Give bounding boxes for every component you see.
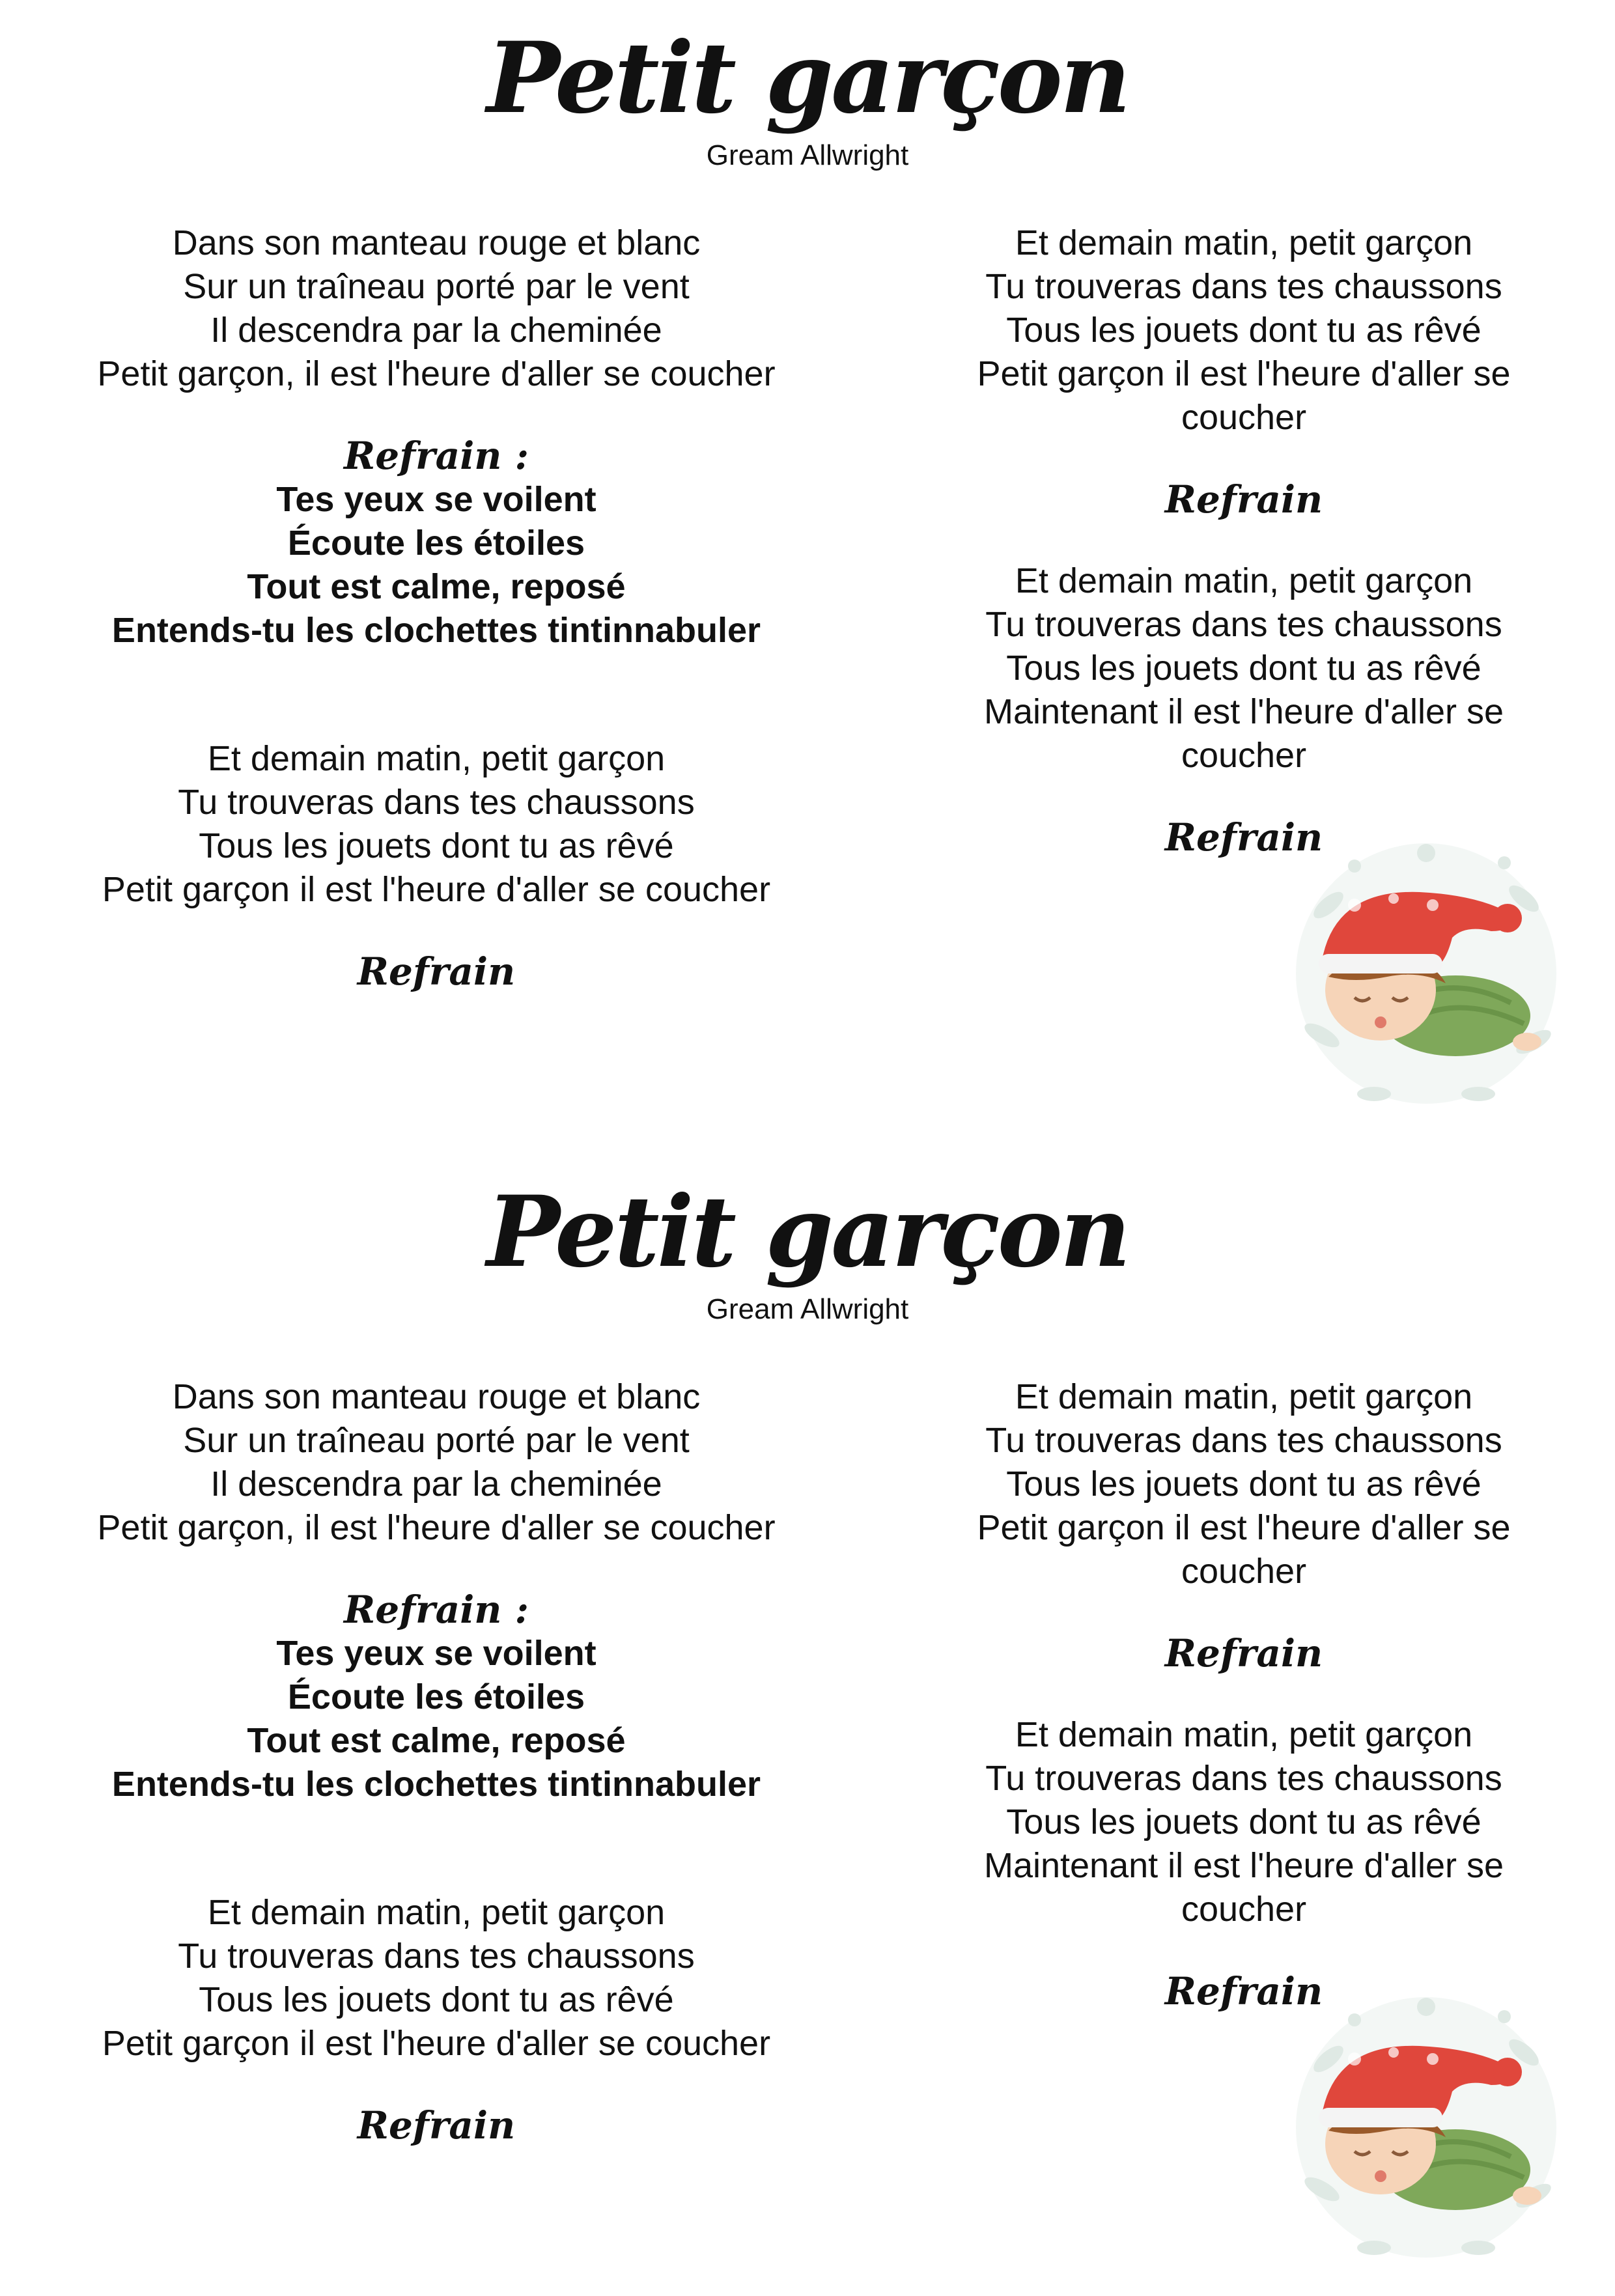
refrain-heading: Refrain : (344, 1588, 529, 1632)
verse-line: Et demain matin, petit garçon (1015, 1377, 1473, 1416)
verse-line: Et demain matin, petit garçon (1015, 223, 1473, 262)
refrain-line: Tout est calme, reposé (247, 1721, 626, 1760)
verse-line: Tous les jouets dont tu as rêvé (1006, 649, 1482, 688)
refrain-line: Entends-tu les clochettes tintinnabuler (111, 1765, 761, 1804)
refrain-line: Entends-tu les clochettes tintinnabuler (111, 611, 761, 650)
refrain-marker: Refrain (1164, 1969, 1323, 2013)
refrain-line: Écoute les étoiles (287, 1677, 585, 1716)
refrain-marker: Refrain (357, 2103, 516, 2148)
verse-3 (938, 221, 1550, 440)
refrain (72, 478, 801, 652)
verse-1 (72, 221, 801, 396)
right-column (938, 221, 1550, 860)
left-column (72, 1375, 801, 2148)
verse-2 (72, 1891, 801, 2065)
verse-line: Et demain matin, petit garçon (1015, 561, 1473, 600)
verse-line: Il descendra par la cheminée (210, 311, 662, 350)
verse-4 (938, 559, 1550, 777)
verse-line: Tous les jouets dont tu as rêvé (199, 826, 674, 865)
verse-line: Et demain matin, petit garçon (207, 1893, 666, 1932)
verse-2 (72, 737, 801, 912)
verse-line: Petit garçon il est l'heure d'aller se (977, 354, 1511, 393)
verse-line: coucher (1181, 736, 1307, 775)
verse-line: coucher (1181, 398, 1307, 437)
verse-line: Petit garçon, il est l'heure d'aller se coucher (97, 1508, 776, 1547)
refrain-marker: Refrain (357, 949, 516, 994)
verse-line: coucher (1181, 1890, 1307, 1929)
verse-line: Dans son manteau rouge et blanc (172, 1377, 701, 1416)
verse-line: Tu trouveras dans tes chaussons (178, 783, 695, 822)
verse-line: Tous les jouets dont tu as rêvé (199, 1980, 674, 2019)
refrain-line: Tout est calme, reposé (247, 567, 626, 606)
refrain-line: Tes yeux se voilent (276, 1634, 597, 1673)
verse-4 (938, 1713, 1550, 1931)
verse-line: Maintenant il est l'heure d'aller se (983, 692, 1504, 731)
song-title: Petit garçon (486, 1175, 1129, 1289)
refrain (72, 1632, 801, 1806)
right-column (938, 1375, 1550, 2013)
verse-line: Tu trouveras dans tes chaussons (985, 1421, 1502, 1460)
verse-line: Tous les jouets dont tu as rêvé (1006, 1464, 1482, 1504)
song-author: Gream Allwright (706, 1293, 909, 1325)
verse-line: Maintenant il est l'heure d'aller se (983, 1846, 1504, 1885)
verse-line: Dans son manteau rouge et blanc (172, 223, 701, 262)
verse-line: coucher (1181, 1552, 1307, 1591)
verse-line: Petit garçon il est l'heure d'aller se coucher (102, 2024, 771, 2063)
verse-3 (938, 1375, 1550, 1593)
verse-line: Sur un traîneau porté par le vent (183, 1421, 690, 1460)
sleeping-elf-icon (1283, 827, 1569, 1120)
verse-line: Tu trouveras dans tes chaussons (985, 267, 1502, 306)
verse-line: Tu trouveras dans tes chaussons (178, 1937, 695, 1976)
song-title: Petit garçon (486, 21, 1129, 135)
refrain-marker: Refrain (1164, 477, 1323, 522)
song-author: Gream Allwright (706, 139, 909, 171)
sleeping-elf-icon (1283, 1981, 1569, 2274)
verse-1 (72, 1375, 801, 1550)
refrain-heading: Refrain : (344, 434, 529, 478)
refrain-marker: Refrain (1164, 815, 1323, 860)
verse-line: Sur un traîneau porté par le vent (183, 267, 690, 306)
verse-line: Tu trouveras dans tes chaussons (985, 605, 1502, 644)
verse-line: Tous les jouets dont tu as rêvé (1006, 1802, 1482, 1841)
lyrics-sheet-bottom (0, 1154, 1615, 2296)
lyrics-sheet-top (0, 0, 1615, 1142)
verse-line: Tu trouveras dans tes chaussons (985, 1759, 1502, 1798)
verse-line: Tous les jouets dont tu as rêvé (1006, 311, 1482, 350)
verse-line: Et demain matin, petit garçon (1015, 1715, 1473, 1754)
refrain-line: Tes yeux se voilent (276, 480, 597, 519)
verse-line: Et demain matin, petit garçon (207, 739, 666, 778)
verse-line: Il descendra par la cheminée (210, 1464, 662, 1504)
refrain-line: Écoute les étoiles (287, 524, 585, 563)
refrain-marker: Refrain (1164, 1631, 1323, 1675)
verse-line: Petit garçon il est l'heure d'aller se (977, 1508, 1511, 1547)
verse-line: Petit garçon il est l'heure d'aller se coucher (102, 870, 771, 909)
left-column (72, 221, 801, 994)
verse-line: Petit garçon, il est l'heure d'aller se coucher (97, 354, 776, 393)
